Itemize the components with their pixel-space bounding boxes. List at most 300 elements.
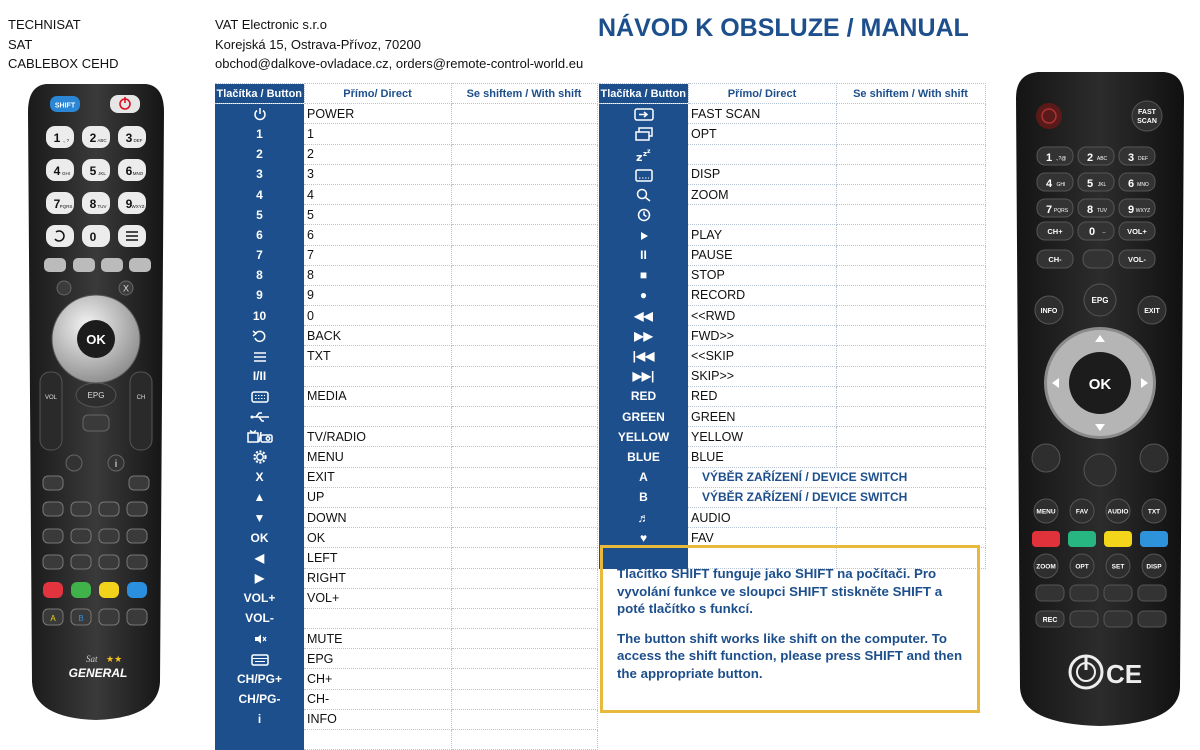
digit-label: 8 [89, 197, 97, 211]
key-cell: GREEN [599, 407, 688, 427]
shift-cell [451, 245, 597, 265]
table-row [599, 205, 985, 225]
table-row [599, 467, 985, 487]
key-cell: B [599, 487, 688, 507]
digit-label: 1 [1045, 152, 1053, 164]
vol-minus-label: VOL- [1128, 255, 1146, 264]
direct-cell: 1 [304, 124, 451, 144]
color-button [1068, 531, 1096, 547]
keyboard-icon [251, 389, 269, 403]
digit-sub-label: GHI [61, 171, 71, 176]
clock-key-cell [599, 205, 688, 225]
color-button [1032, 531, 1060, 547]
shift-cell [451, 366, 597, 386]
direct-cell: CH- [304, 689, 451, 709]
table-row [215, 265, 597, 285]
table-row [215, 205, 597, 225]
key-cell: I/II [215, 366, 304, 386]
shift-cell [451, 346, 597, 366]
digit-sub-label: .,?@ [1055, 156, 1067, 162]
digit-sub-label: MNO [132, 171, 144, 176]
key-cell: 7 [215, 245, 304, 265]
company-name: VAT Electronic s.r.o [215, 17, 327, 32]
direct-cell: UP [304, 487, 451, 507]
digit-label: 4 [1045, 178, 1053, 190]
key-cell: ▶▶| [599, 366, 688, 386]
zoom-key-cell [599, 184, 688, 204]
shift-cell [451, 528, 597, 548]
shift-cell [451, 306, 597, 326]
table-row [215, 427, 597, 447]
shift-button-label: SHIFT [54, 102, 76, 110]
usb-key-cell [215, 407, 304, 427]
svg-text:★★: ★★ [106, 655, 123, 665]
shift-cell [451, 407, 597, 427]
rec-label: REC [1042, 617, 1058, 624]
key-cell [215, 730, 304, 750]
direct-cell [688, 205, 836, 225]
direct-cell: <<RWD [688, 306, 836, 326]
epg-key-cell [215, 649, 304, 669]
key-cell: CH/PG+ [215, 669, 304, 689]
direct-cell: BLUE [688, 447, 836, 467]
key-cell: VOL+ [215, 588, 304, 608]
digit-sub-label: PQRS [59, 204, 73, 209]
back-key-cell [215, 326, 304, 346]
digit-button [1078, 173, 1114, 191]
table-row [599, 245, 985, 265]
brand-sub: Sat [86, 654, 98, 664]
row-button-label: DISP [1146, 563, 1162, 571]
menu-lines-icon [253, 349, 267, 363]
power-key-cell [215, 104, 304, 124]
direct-cell: OK [304, 528, 451, 548]
direct-cell: FWD>> [688, 326, 836, 346]
table-row [599, 285, 985, 305]
col-button-header: Tlačítka / Button [215, 84, 304, 104]
direct-cell: TXT [304, 346, 451, 366]
key-cell: ▼ [215, 507, 304, 527]
direct-cell: PAUSE [688, 245, 836, 265]
power-icon [253, 106, 267, 120]
direct-cell [688, 144, 836, 164]
color-button [127, 582, 147, 598]
shift-cell [836, 306, 985, 326]
table-row [599, 386, 985, 406]
key-cell: II [599, 245, 688, 265]
direct-cell: DOWN [304, 507, 451, 527]
table-row [215, 669, 597, 689]
direct-cell: VOL+ [304, 588, 451, 608]
row-button-label: TXT [1147, 508, 1161, 516]
key-cell: 4 [215, 184, 304, 204]
digit-label: 9 [125, 197, 133, 211]
col-direct-header: Přímo/ Direct [688, 84, 836, 104]
key-cell: VOL- [215, 608, 304, 628]
digit-label: 9 [1127, 204, 1135, 216]
table-row [215, 326, 597, 346]
table-row [215, 467, 597, 487]
epg-icon [251, 652, 269, 666]
key-cell: |◀◀ [599, 346, 688, 366]
direct-cell: VÝBĚR ZAŘÍZENÍ / DEVICE SWITCH [688, 467, 985, 487]
digit-label: 0 [89, 230, 97, 244]
direct-cell [304, 730, 451, 750]
shift-cell [836, 124, 985, 144]
table-row [599, 427, 985, 447]
key-cell: 8 [215, 265, 304, 285]
company-info [215, 15, 583, 74]
shift-cell [451, 225, 597, 245]
key-cell: A [599, 467, 688, 487]
shift-cell [451, 326, 597, 346]
table-row [215, 507, 597, 527]
direct-cell: 3 [304, 164, 451, 184]
table-row [599, 366, 985, 386]
key-cell: 1 [215, 124, 304, 144]
direct-cell: TV/RADIO [304, 427, 451, 447]
direct-cell [304, 608, 451, 628]
info-label: i [114, 459, 118, 470]
fast-label-2: SCAN [1137, 118, 1157, 125]
shift-cell [836, 245, 985, 265]
table-row [215, 104, 597, 124]
col-button-header: Tlačítka / Button [599, 84, 688, 104]
table-row [215, 568, 597, 588]
color-button [43, 582, 63, 598]
table-row [215, 346, 597, 366]
button-table-right [599, 83, 986, 569]
table-row [599, 104, 985, 124]
table-row [599, 447, 985, 467]
table-row [599, 184, 985, 204]
model-line: CABLEBOX CEHD [8, 56, 119, 71]
table-row [599, 124, 985, 144]
direct-cell: MUTE [304, 629, 451, 649]
digit-sub-label: WXYZ [131, 204, 145, 209]
direct-cell: 5 [304, 205, 451, 225]
shift-cell [451, 104, 597, 124]
play-key-cell [599, 225, 688, 245]
key-cell: ■ [599, 265, 688, 285]
subtitle-key-cell [599, 164, 688, 184]
direct-cell: STOP [688, 265, 836, 285]
digit-button [1037, 173, 1073, 191]
key-cell: ♬ [599, 507, 688, 527]
epg-label: EPG [87, 391, 105, 400]
shift-cell [451, 386, 597, 406]
x-button-label: X [122, 283, 130, 294]
page-title: NÁVOD K OBSLUZE / MANUAL [598, 14, 969, 42]
tv-radio-icon [247, 429, 273, 443]
table-row [215, 144, 597, 164]
shift-cell [836, 386, 985, 406]
color-button [71, 582, 91, 598]
model-info [8, 15, 119, 74]
direct-cell: VÝBĚR ZAŘÍZENÍ / DEVICE SWITCH [688, 487, 985, 507]
key-cell: ▶ [215, 568, 304, 588]
digit-label: 1 [53, 131, 61, 145]
ok-button-label: OK [86, 332, 106, 347]
play-icon [639, 228, 649, 242]
direct-cell: RECORD [688, 285, 836, 305]
b-button-label: B [78, 614, 84, 623]
table-row [215, 407, 597, 427]
shift-cell [451, 467, 597, 487]
key-cell: ● [599, 285, 688, 305]
company-address: Korejská 15, Ostrava-Přívoz, 70200 [215, 36, 421, 52]
shift-cell [451, 730, 597, 750]
key-cell: 6 [215, 225, 304, 245]
direct-cell: EXIT [304, 467, 451, 487]
subtitle-icon [635, 167, 653, 181]
key-cell: 9 [215, 285, 304, 305]
table-row [215, 245, 597, 265]
sleep-key-cell [599, 144, 688, 164]
key-cell: ◀ [215, 548, 304, 568]
input-key-cell [599, 104, 688, 124]
row-button-label: ZOOM [1036, 563, 1056, 571]
exit-label: EXIT [1144, 308, 1160, 315]
key-cell: ▲ [215, 487, 304, 507]
shift-cell [451, 164, 597, 184]
digit-sub-label: DEF [1138, 156, 1148, 162]
table-row [599, 144, 985, 164]
remote-general-image [26, 82, 166, 722]
direct-cell: MENU [304, 447, 451, 467]
color-button [1140, 531, 1168, 547]
table-row [215, 608, 597, 628]
key-cell: 5 [215, 205, 304, 225]
table-row [215, 124, 597, 144]
shift-cell [451, 669, 597, 689]
table-row [215, 709, 597, 729]
input-icon [634, 107, 654, 121]
direct-cell: RED [688, 386, 836, 406]
key-cell: i [215, 709, 304, 729]
shift-note-cz: Tlačítko SHIFT funguje jako SHIFT na počítači. Pro vyvolání funkce ve sloupci SHIFT stiskněte SHIFT a poté tlačítko s funkcí. [617, 566, 943, 616]
shift-cell [451, 144, 597, 164]
digit-label: 4 [53, 164, 61, 178]
remote-original-image [1014, 70, 1186, 728]
shift-cell [836, 346, 985, 366]
table-row [215, 689, 597, 709]
digit-label: 0 [1088, 226, 1096, 238]
key-cell: RED [599, 386, 688, 406]
shift-note-en: The button shift works like shift on the computer. To access the shift function, please press SHIFT and then the appropriate button. [617, 630, 963, 681]
table-row [599, 407, 985, 427]
back-icon [252, 328, 267, 342]
gear-icon [253, 450, 267, 464]
key-cell: ♥ [599, 528, 688, 548]
col-shift-header: Se shiftem / With shift [836, 84, 985, 104]
shift-cell [836, 265, 985, 285]
digit-button [1078, 222, 1114, 240]
col-direct-header: Přímo/ Direct [304, 84, 451, 104]
svg-text:z: z [642, 149, 647, 158]
shift-cell [451, 629, 597, 649]
digit-label: 6 [1127, 178, 1135, 190]
digit-sub-label: ABC [1096, 156, 1108, 162]
key-cell: 3 [215, 164, 304, 184]
zoom-icon [636, 187, 652, 201]
direct-cell: 2 [304, 144, 451, 164]
shift-cell [451, 265, 597, 285]
type-line: SAT [8, 36, 33, 52]
direct-cell: POWER [304, 104, 451, 124]
digit-sub-label: GHI [1056, 182, 1066, 188]
direct-cell: INFO [304, 709, 451, 729]
brand-line: TECHNISAT [8, 17, 81, 32]
direct-cell [304, 366, 451, 386]
direct-cell [304, 407, 451, 427]
shift-cell [451, 447, 597, 467]
usb-icon [250, 410, 270, 424]
direct-cell: EPG [304, 649, 451, 669]
direct-cell: CH+ [304, 669, 451, 689]
digit-sub-label: PQRS [1053, 208, 1069, 214]
direct-cell: RIGHT [304, 568, 451, 588]
direct-cell: MEDIA [304, 386, 451, 406]
table-row [215, 588, 597, 608]
table-row [599, 487, 985, 507]
fast-label-1: FAST [1138, 109, 1156, 116]
mute-icon [253, 632, 267, 646]
windows-icon [635, 127, 653, 141]
table-row [215, 629, 597, 649]
shift-cell [836, 285, 985, 305]
table-row [599, 326, 985, 346]
menu-lines-key-cell [215, 346, 304, 366]
direct-cell: ZOOM [688, 184, 836, 204]
digit-sub-label: ., ? [62, 138, 70, 143]
digit-button [1119, 147, 1155, 165]
shift-cell [451, 588, 597, 608]
digit-label: 3 [1127, 152, 1135, 164]
key-cell: CH/PG- [215, 689, 304, 709]
shift-cell [836, 507, 985, 527]
digit-sub-label: TUV [1097, 208, 1107, 214]
clock-icon [637, 207, 651, 221]
epg-label: EPG [1091, 296, 1109, 305]
shift-cell [451, 689, 597, 709]
key-cell: BLUE [599, 447, 688, 467]
row-button-label: FAV [1075, 508, 1089, 516]
digit-sub-label: ABC [97, 138, 107, 143]
shift-cell [451, 608, 597, 628]
row-button-label: OPT [1075, 563, 1089, 571]
digit-sub-label: WXYZ [1135, 208, 1151, 214]
table-row [215, 225, 597, 245]
direct-cell: FAV [688, 528, 836, 548]
table-row [599, 507, 985, 527]
shift-cell [451, 124, 597, 144]
company-emails: obchod@dalkove-ovladace.cz, orders@remote-control-world.eu [215, 56, 584, 71]
digit-label: 7 [1045, 204, 1053, 216]
color-button [1104, 531, 1132, 547]
digit-label: 8 [1086, 204, 1094, 216]
table-row [215, 366, 597, 386]
vol-label: VOL [44, 395, 58, 401]
direct-cell: 0 [304, 306, 451, 326]
shift-cell [451, 487, 597, 507]
col-shift-header: Se shiftem / With shift [451, 84, 597, 104]
table-row [599, 225, 985, 245]
shift-cell [451, 205, 597, 225]
table-row [215, 649, 597, 669]
direct-cell: AUDIO [688, 507, 836, 527]
table-row [215, 285, 597, 305]
shift-cell [451, 709, 597, 729]
direct-cell: GREEN [688, 407, 836, 427]
digit-sub-label: DEF [133, 138, 143, 143]
table-row [215, 730, 597, 750]
key-cell: YELLOW [599, 427, 688, 447]
ch-label: CH [136, 395, 146, 401]
direct-cell: <<SKIP [688, 346, 836, 366]
shift-cell [836, 104, 985, 124]
shift-cell [836, 407, 985, 427]
digit-label: 3 [125, 131, 133, 145]
digit-sub-label: JKL [98, 171, 106, 176]
direct-cell: OPT [688, 124, 836, 144]
direct-cell: 8 [304, 265, 451, 285]
shift-cell [451, 285, 597, 305]
digit-button [1078, 199, 1114, 217]
table-row [599, 265, 985, 285]
digit-label: 2 [89, 131, 97, 145]
shift-cell [451, 427, 597, 447]
table-row [215, 487, 597, 507]
windows-key-cell [599, 124, 688, 144]
direct-cell: YELLOW [688, 427, 836, 447]
svg-text:z: z [635, 150, 642, 162]
table-row [215, 548, 597, 568]
vol-plus-label: VOL+ [1127, 227, 1147, 236]
direct-cell: SKIP>> [688, 366, 836, 386]
key-cell: X [215, 467, 304, 487]
shift-cell [836, 326, 985, 346]
table-row [215, 184, 597, 204]
ok-label: OK [1088, 376, 1112, 393]
digit-label: 5 [89, 164, 97, 178]
gear-key-cell [215, 447, 304, 467]
table-row [215, 164, 597, 184]
brand-logo: GENERAL [68, 666, 128, 680]
digit-sub-label: -- [1102, 230, 1106, 236]
ch-plus-label: CH+ [1047, 227, 1063, 236]
digit-sub-label: JKL [1097, 182, 1107, 188]
table-row [215, 386, 597, 406]
shift-cell [836, 427, 985, 447]
shift-cell [451, 184, 597, 204]
shift-cell [451, 649, 597, 669]
svg-text:z: z [646, 147, 650, 155]
shift-cell [836, 225, 985, 245]
button-table-left [215, 83, 598, 750]
direct-cell: LEFT [304, 548, 451, 568]
direct-cell: 9 [304, 285, 451, 305]
shift-cell [451, 548, 597, 568]
shift-cell [836, 184, 985, 204]
mute-key-cell [215, 629, 304, 649]
table-row [599, 164, 985, 184]
ch-minus-label: CH- [1048, 255, 1062, 264]
direct-cell: PLAY [688, 225, 836, 245]
shift-cell [836, 205, 985, 225]
shift-cell [836, 144, 985, 164]
key-cell: OK [215, 528, 304, 548]
